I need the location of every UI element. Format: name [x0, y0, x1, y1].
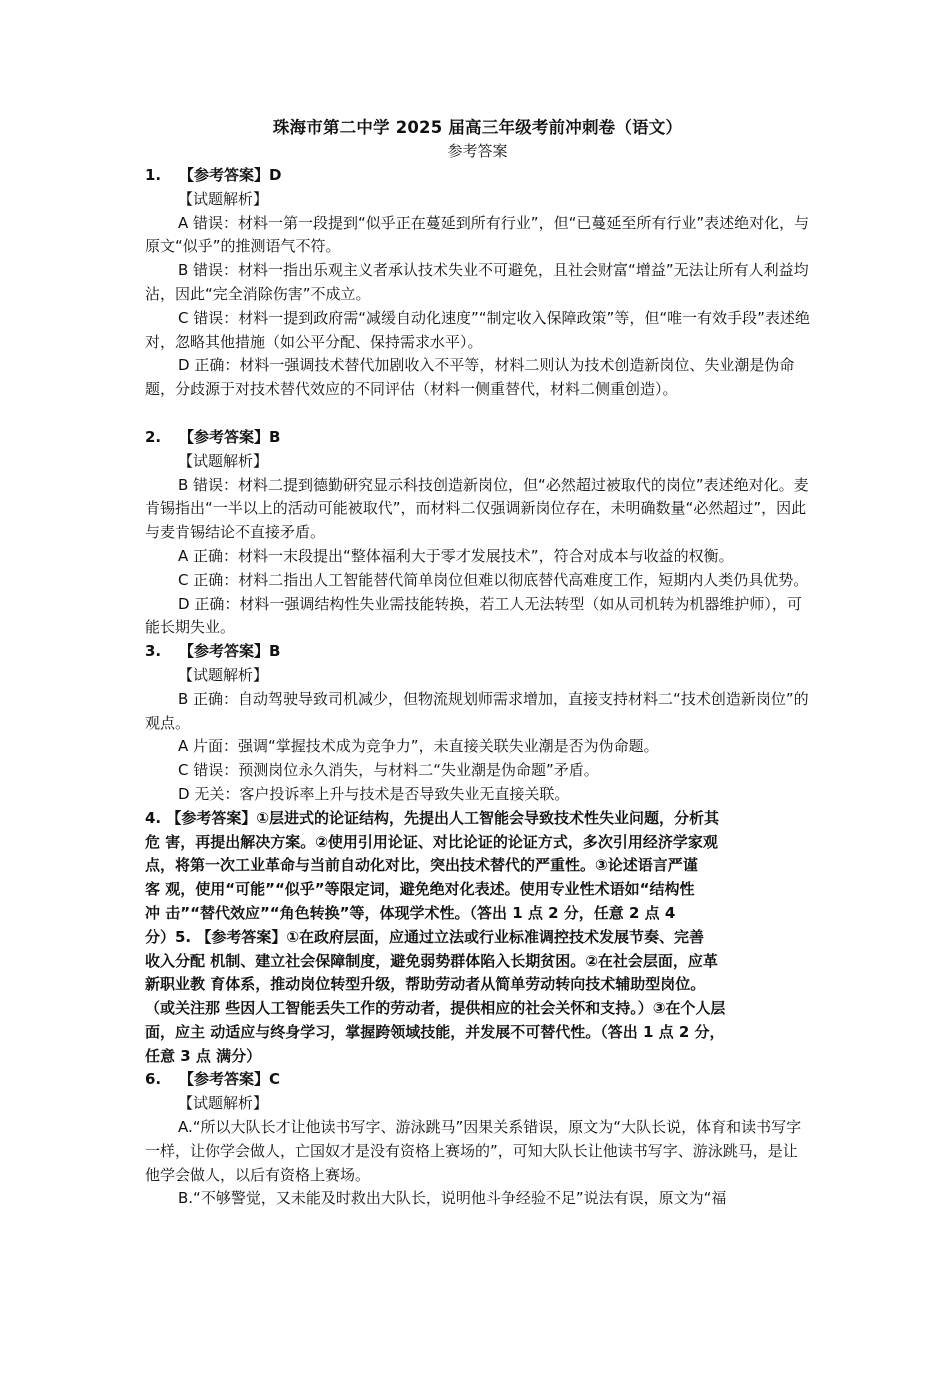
- q2-option-c: C 正确：材料二指出人工智能替代简单岗位但难以彻底替代高难度工作，短期内人类仍具优势。: [178, 570, 809, 589]
- spacer: [145, 402, 810, 426]
- q1-option-b: B 错误：材料一指出乐观主义者承认技术失业不可避免，且社会财富“增益”无法让所有人利益均沾，因此“完全消除伤害”不成立。: [145, 261, 809, 303]
- q45-line: 冲 击”“替代效应”“角色转换”等，体现学术性。（答出 1 点 2 分，任意 2 点 4: [145, 903, 676, 922]
- q2-option-a: A 正确：材料一末段提出“整体福利大于零才发展技术”，符合对成本与收益的权衡。: [178, 546, 734, 565]
- q3-option-b: B 正确：自动驾驶导致司机减少，但物流规划师需求增加，直接支持材料二“技术创造新岗位”的观点。: [145, 689, 809, 732]
- q6-answer: 6. 【参考答案】C: [145, 1070, 281, 1089]
- q6-analysis-tag: 【试题解析】: [178, 1094, 269, 1113]
- page-title: 珠海市第二中学 2025 届高三年级考前冲刺卷（语文）: [272, 118, 683, 137]
- q1-option-d: D 正确：材料一强调技术替代加剧收入不平等，材料二则认为技术创造新岗位、失业潮是伪命题，分歧源于对技术替代效应的不同评估（材料一侧重替代，材料二侧重创造）。: [145, 356, 795, 399]
- q45-line: 客 观，使用“可能”“似乎”等限定词，避免绝对化表述。使用专业性术语如“结构性: [145, 880, 695, 899]
- q4-q5-answers: [145, 807, 810, 1069]
- q1-analysis-tag: 【试题解析】: [178, 189, 269, 208]
- q6-option-b: B.“不够警觉，又未能及时救出大队长，说明他斗争经验不足”说法有误，原文为“福: [178, 1189, 727, 1208]
- q45-line: 收入分配 机制、建立社会保障制度，避免弱势群体陷入长期贫困。②在社会层面，应革: [145, 951, 718, 970]
- q45-line: 新职业教 育体系，推动岗位转型升级，帮助劳动者从简单劳动转向技术辅助型岗位。: [145, 975, 706, 994]
- q6-option-a: A.“所以大队长才让他读书写字、游泳跳马”因果关系错误，原文为“大队长说，体育和读书写字一样，让你学会做人，亡国奴才是没有资格上赛场的”，可知大队长让他读书写字、游泳跳马，是让他学会做人，以后有资格上赛场。: [145, 1118, 802, 1184]
- answer-page: [145, 116, 810, 1211]
- q2-analysis-tag: 【试题解析】: [178, 451, 269, 470]
- q45-line: 危 害，再提出解决方案。②使用引用论证、对比论证的论证方式，多次引用经济学家观: [145, 832, 718, 851]
- q2-answer: 2. 【参考答案】B: [145, 427, 281, 446]
- q2-option-d: D 正确：材料一强调结构性失业需技能转换，若工人无法转型（如从司机转为机器维护师），可能长期失业。: [145, 594, 802, 637]
- q45-line: 面，应主 动适应与终身学习，掌握跨领域技能，并发展不可替代性。（答出 1 点 2 分，: [145, 1022, 725, 1041]
- q3-option-a: A 片面：强调“掌握技术成为竞争力”，未直接关联失业潮是否为伪命题。: [178, 737, 659, 756]
- q1-option-c: C 错误：材料一提到政府需“减缓自动化速度”“制定收入保障政策”等，但“唯一有效手段”表述绝对，忽略其他措施（如公平分配、保持需求水平）。: [145, 308, 810, 351]
- q3-option-c: C 错误：预测岗位永久消失，与材料二“失业潮是伪命题”矛盾。: [178, 761, 599, 780]
- q45-line: 分）5. 【参考答案】①在政府层面，应通过立法或行业标准调控技术发展节奏、完善: [145, 927, 705, 946]
- q45-line: 点，将第一次工业革命与当前自动化对比，突出技术替代的严重性。③论述语言严谨: [145, 856, 698, 875]
- q3-option-d: D 无关：客户投诉率上升与技术是否导致失业无直接关联。: [178, 784, 570, 803]
- q45-line: 4. 【参考答案】①层进式的论证结构，先提出人工智能会导致技术性失业问题，分析其: [145, 808, 720, 827]
- q1-option-a: A 错误：材料一第一段提到“似乎正在蔓延到所有行业”，但“已蔓延至所有行业”表述绝对化，与原文“似乎”的推测语气不符。: [145, 213, 810, 256]
- q2-option-b: B 错误：材料二提到德勤研究显示科技创造新岗位，但“必然超过被取代的岗位”表述绝对化。麦肯锡指出“一半以上的活动可能被取代”，而材料二仅强调新岗位存在，未明确数量“必然超过”，因此与麦肯锡结论不直接矛盾。: [145, 475, 809, 542]
- q1-answer: 1. 【参考答案】D: [145, 166, 282, 184]
- q45-line: 任意 3 点 满分）: [145, 1046, 262, 1065]
- q3-answer: 3. 【参考答案】B: [145, 642, 281, 661]
- q3-analysis-tag: 【试题解析】: [178, 665, 269, 684]
- page-subtitle: 参考答案: [447, 142, 508, 160]
- q45-line: （或关注那 些因人工智能丢失工作的劳动者，提供相应的社会关怀和支持。）③在个人层: [145, 999, 726, 1018]
